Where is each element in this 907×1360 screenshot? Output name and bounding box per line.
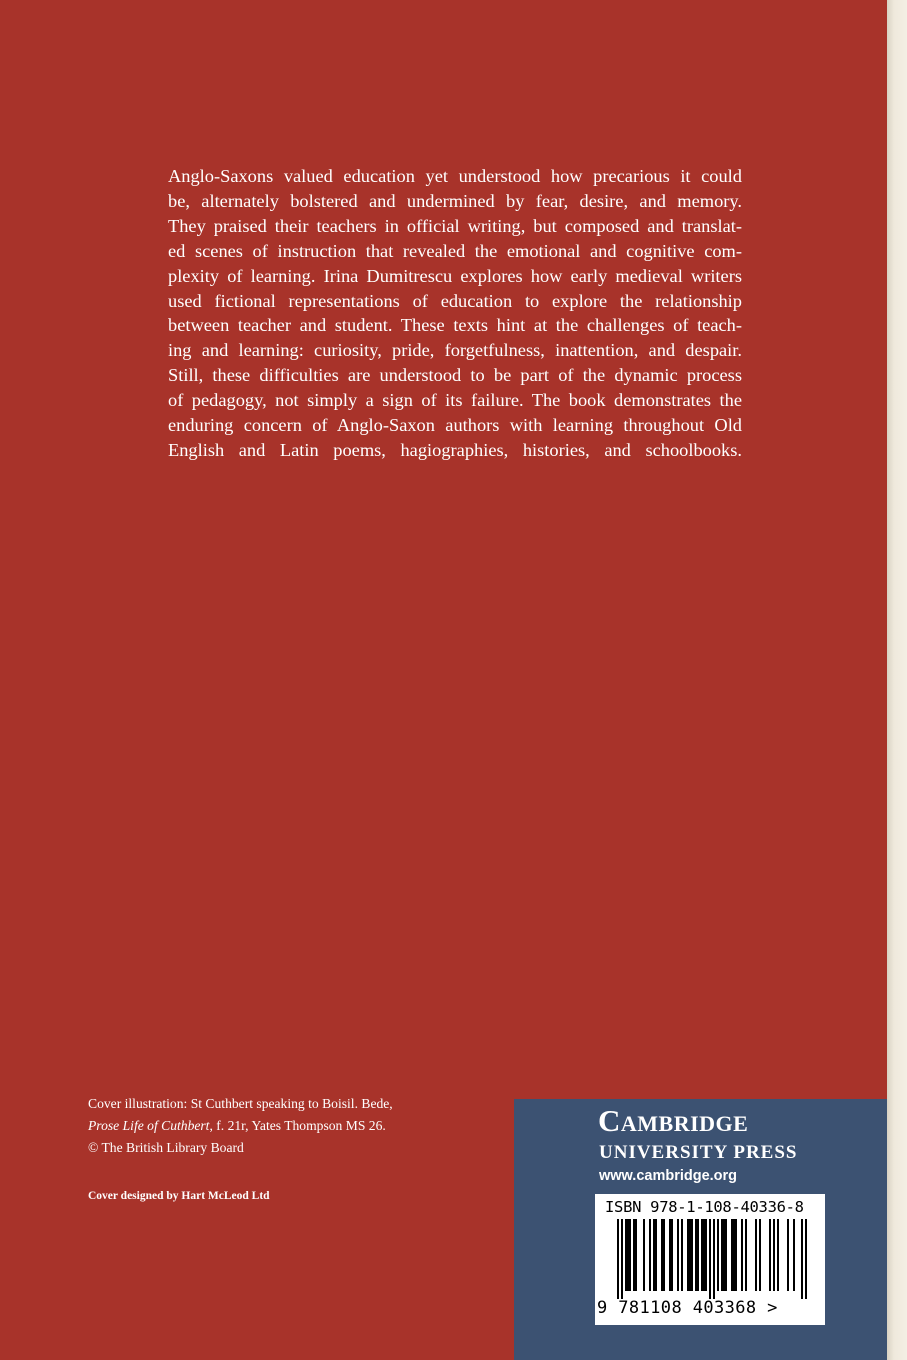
- credit-line-2: [88, 1115, 508, 1137]
- blurb-line: of pedagogy, not simply a sign of its failure. The book demonstrates the: [168, 390, 742, 411]
- credit-work-title: Prose Life of Cuthbert: [88, 1118, 210, 1133]
- blurb-line: They praised their teachers in official writing, but composed and translat-: [168, 215, 742, 236]
- barcode-bar: [773, 1219, 775, 1291]
- barcode-bar: [741, 1219, 743, 1291]
- ean-digits: 9 781108 403368 >: [597, 1298, 778, 1318]
- barcode-bar: [689, 1219, 691, 1291]
- credit-line-3: © The British Library Board: [88, 1140, 244, 1155]
- barcode-bar: [731, 1219, 733, 1291]
- isbn-number: ISBN 978-1-108-40336-8: [605, 1198, 804, 1216]
- blurb-line: plexity of learning. Irina Dumitrescu explores how early medieval writers: [168, 265, 742, 286]
- blurb-line: English and Latin poems, hagiographies, histories, and schoolbooks.: [168, 439, 742, 460]
- book-blurb: [168, 164, 742, 463]
- isbn-barcode: [595, 1194, 825, 1325]
- barcode-bar: [629, 1219, 631, 1291]
- barcode-bar: [713, 1219, 715, 1299]
- barcode-bar: [701, 1219, 703, 1291]
- barcode-bar: [725, 1219, 727, 1291]
- barcode-bar: [687, 1219, 689, 1291]
- credit-folio: , f. 21r, Yates Thompson MS 26.: [209, 1118, 386, 1133]
- barcode-bars: [607, 1219, 813, 1299]
- blurb-line: Still, these difficulties are understood to be part of the dynamic process: [168, 365, 742, 386]
- barcode-bar: [621, 1219, 623, 1299]
- barcode-bar: [677, 1219, 679, 1291]
- publisher-subtitle: UNIVERSITY PRESS: [599, 1142, 798, 1163]
- blurb-line: ed scenes of instruction that revealed the emotional and cognitive com-: [168, 240, 742, 261]
- blurb-line: ing and learning: curiosity, pride, forgetfulness, inattention, and despair.: [168, 340, 742, 361]
- barcode-bar: [745, 1219, 747, 1291]
- barcode-bar: [705, 1219, 707, 1291]
- barcode-bar: [777, 1219, 779, 1291]
- barcode-bar: [633, 1219, 635, 1291]
- blurb-line: be, alternately bolstered and undermined by fear, desire, and memory.: [168, 190, 742, 211]
- blurb-line: used fictional representations of education to explore the relationship: [168, 290, 742, 311]
- barcode-bar: [671, 1219, 673, 1291]
- cover-illustration-credit: [88, 1093, 508, 1159]
- cover-designer-credit: Cover designed by Hart McLeod Ltd: [88, 1190, 270, 1202]
- barcode-bar: [787, 1219, 789, 1291]
- barcode-bar: [643, 1219, 645, 1291]
- blurb-line: Anglo-Saxons valued education yet understood how precarious it could: [168, 166, 742, 186]
- barcode-bar: [655, 1219, 657, 1291]
- barcode-bar: [735, 1219, 737, 1291]
- barcode-bar: [653, 1219, 655, 1291]
- barcode-bar: [703, 1219, 705, 1291]
- barcode-bar: [697, 1219, 699, 1291]
- barcode-bar: [717, 1219, 719, 1291]
- barcode-bar: [669, 1219, 671, 1291]
- page-edge: [887, 0, 907, 1360]
- barcode-bar: [805, 1219, 807, 1299]
- barcode-bar: [663, 1219, 665, 1291]
- barcode-bar: [769, 1219, 771, 1291]
- blurb-line: enduring concern of Anglo-Saxon authors with learning throughout Old: [168, 415, 742, 436]
- barcode-bar: [617, 1219, 619, 1299]
- barcode-bar: [649, 1219, 651, 1291]
- barcode-bar: [709, 1219, 711, 1299]
- barcode-bar: [625, 1219, 627, 1291]
- barcode-bar: [723, 1219, 725, 1291]
- blurb-line: between teacher and student. These texts hint at the challenges of teach-: [168, 315, 742, 336]
- barcode-bar: [661, 1219, 663, 1291]
- barcode-bar: [691, 1219, 693, 1291]
- barcode-bar: [695, 1219, 697, 1291]
- credit-line-1: Cover illustration: St Cuthbert speaking to Boisil. Bede,: [88, 1096, 393, 1111]
- barcode-bar: [681, 1219, 683, 1291]
- barcode-bar: [627, 1219, 629, 1291]
- barcode-bar: [635, 1219, 637, 1291]
- publisher-name: Cambridge: [598, 1103, 749, 1138]
- publisher-block: [514, 1099, 887, 1360]
- barcode-bar: [755, 1219, 757, 1291]
- barcode-bar: [793, 1219, 795, 1291]
- barcode-bar: [733, 1219, 735, 1291]
- barcode-bar: [721, 1219, 723, 1291]
- barcode-bar: [759, 1219, 761, 1291]
- publisher-website: www.cambridge.org: [599, 1168, 738, 1184]
- barcode-bar: [801, 1219, 803, 1299]
